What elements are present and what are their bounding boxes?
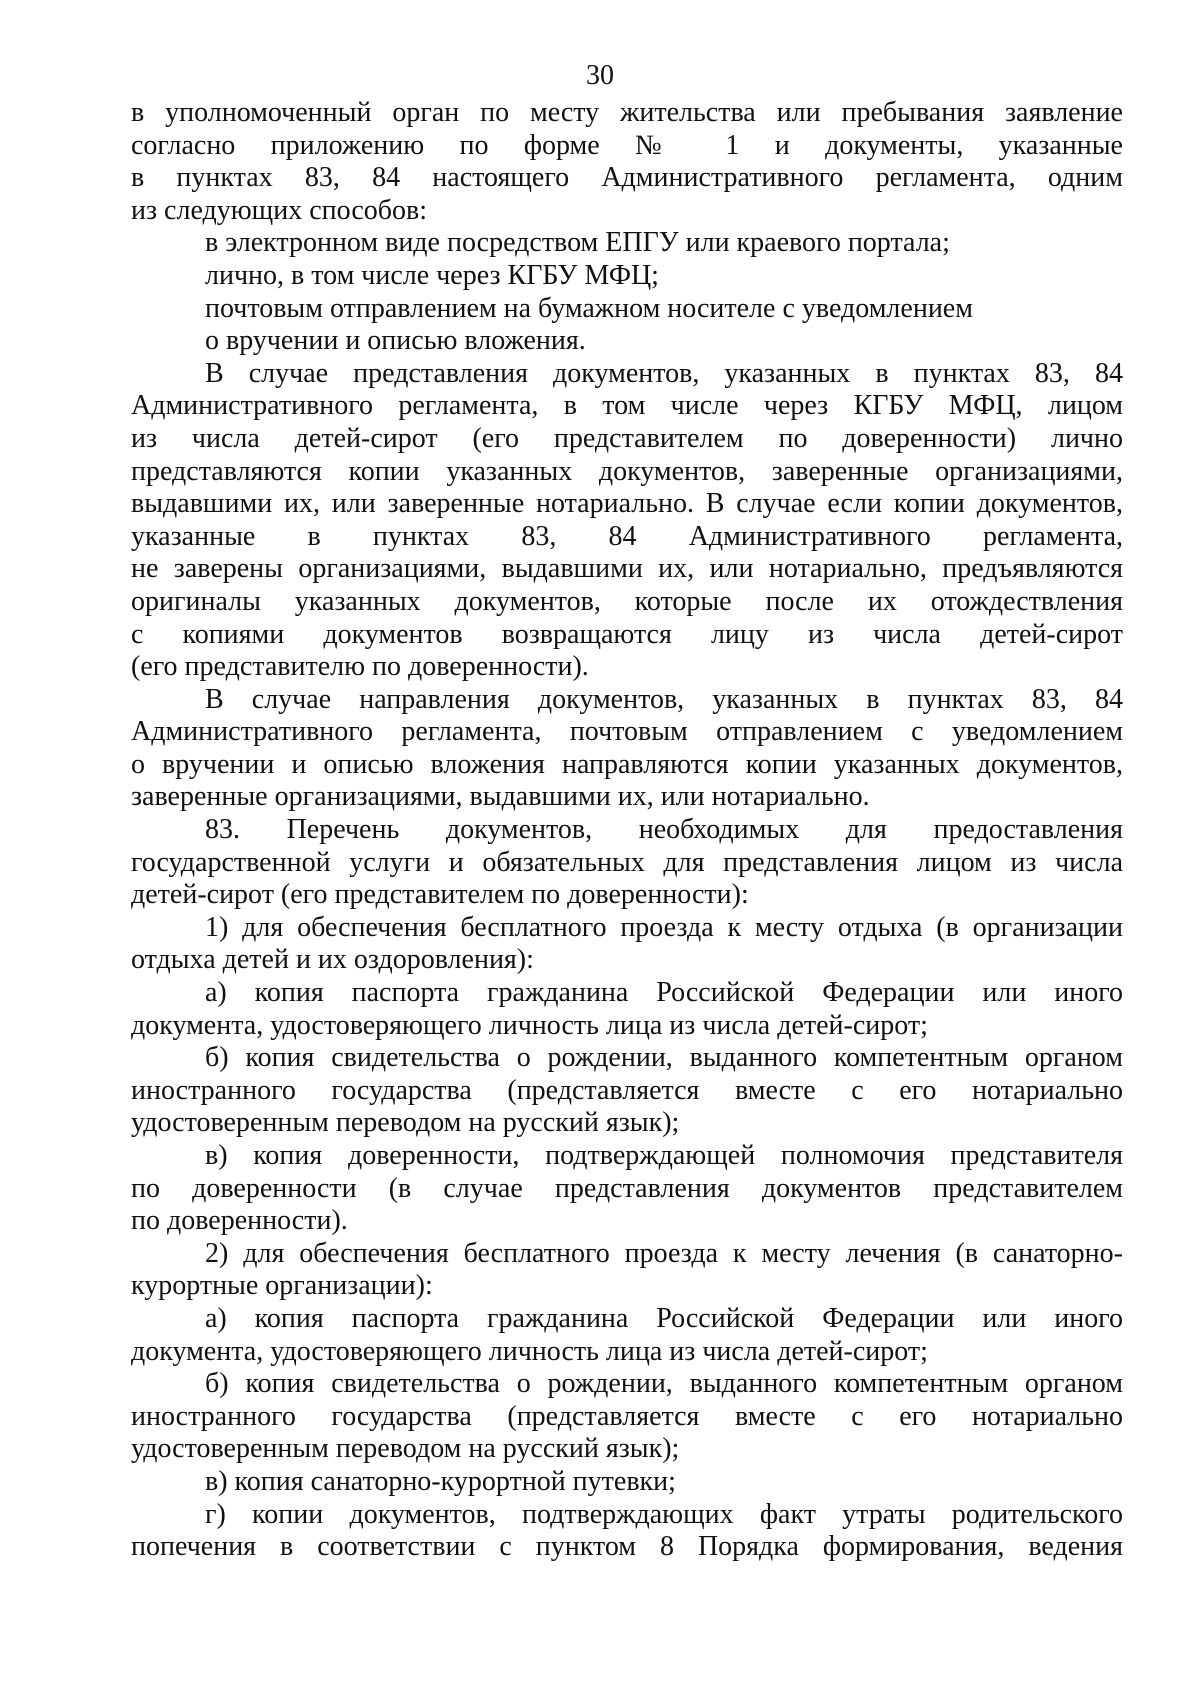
text-line: Административного регламента, в том числе через КГБУ МФЦ, лицом xyxy=(131,390,1123,422)
text-line: в пунктах 83, 84 настоящего Административного регламента, одним xyxy=(131,162,1123,194)
body-text xyxy=(131,97,1123,1564)
text-line: б) копия свидетельства о рождении, выданного компетентным органом xyxy=(205,1368,1123,1400)
text-line: иностранного государства (представляется вместе с его нотариально xyxy=(131,1074,1123,1106)
text-line: 1) для обеспечения бесплатного проезда к месту отдыха (в организации xyxy=(205,911,1123,943)
text-line: оригиналы указанных документов, которые после их отождествления xyxy=(131,585,1123,617)
text-line: а) копия паспорта гражданина Российской Федерации или иного xyxy=(205,977,1123,1009)
text-line: с копиями документов возвращаются лицу из числа детей-сирот xyxy=(131,618,1123,650)
page-number: 30 xyxy=(586,60,614,91)
text-line: иностранного государства (представляется вместе с его нотариально xyxy=(131,1400,1123,1432)
text-line: В случае представления документов, указанных в пунктах 83, 84 xyxy=(205,357,1123,389)
text-line: документа, удостоверяющего личность лица из числа детей-сирот; xyxy=(131,1335,928,1367)
text-line: г) копии документов, подтверждающих факт утраты родительского xyxy=(205,1498,1123,1530)
text-line: представляются копии указанных документов, заверенные организациями, xyxy=(131,455,1123,487)
text-line: документа, удостоверяющего личность лица из числа детей-сирот; xyxy=(131,1009,928,1041)
text-line: выдавшими их, или заверенные нотариально. В случае если копии документов, xyxy=(131,488,1123,520)
text-line: о вручении и описью вложения. xyxy=(205,325,586,357)
text-line: лично, в том числе через КГБУ МФЦ; xyxy=(205,259,659,291)
text-line: почтовым отправлением на бумажном носителе с уведомлением xyxy=(205,292,973,324)
text-line: согласно приложению по форме № 1 и документы, указанные xyxy=(131,129,1123,161)
text-line: заверенные организациями, выдавшими их, или нотариально. xyxy=(131,781,870,813)
text-line: 2) для обеспечения бесплатного проезда к месту лечения (в санаторно- xyxy=(205,1237,1123,1269)
text-line: а) копия паспорта гражданина Российской Федерации или иного xyxy=(205,1302,1123,1334)
text-line: попечения в соответствии с пунктом 8 Порядка формирования, ведения xyxy=(131,1531,1123,1563)
text-line: В случае направления документов, указанных в пунктах 83, 84 xyxy=(205,683,1123,715)
text-line: курортные организации): xyxy=(131,1270,433,1302)
text-line: из следующих способов: xyxy=(131,194,427,226)
text-line: по доверенности (в случае представления документов представителем xyxy=(131,1172,1123,1204)
text-line: в) копия доверенности, подтверждающей полномочия представителя xyxy=(205,1140,1123,1171)
text-line: Административного регламента, почтовым отправлением с уведомлением xyxy=(131,716,1123,748)
text-line: о вручении и описью вложения направляются копии указанных документов, xyxy=(131,748,1123,780)
text-line: по доверенности). xyxy=(131,1205,348,1237)
text-line: не заверены организациями, выдавшими их, или нотариально, предъявляются xyxy=(131,553,1123,585)
text-line: в уполномоченный орган по месту жительства или пребывания заявление xyxy=(131,97,1123,128)
text-line: удостоверенным переводом на русский язык); xyxy=(131,1433,680,1465)
text-line: указанные в пунктах 83, 84 Административного регламента, xyxy=(131,520,1123,552)
text-line: в электронном виде посредством ЕПГУ или краевого портала; xyxy=(205,227,950,259)
text-line: удостоверенным переводом на русский язык); xyxy=(131,1107,680,1139)
text-line: детей-сирот (его представителем по доверенности): xyxy=(131,879,749,911)
text-line: б) копия свидетельства о рождении, выданного компетентным органом xyxy=(205,1042,1123,1074)
text-line: (его представителю по доверенности). xyxy=(131,651,589,683)
text-line: государственной услуги и обязательных для представления лицом из числа xyxy=(131,846,1123,878)
text-line: 83. Перечень документов, необходимых для предоставления xyxy=(205,814,1123,846)
text-line: из числа детей-сирот (его представителем по доверенности) лично xyxy=(131,422,1123,454)
text-line: отдыха детей и их оздоровления): xyxy=(131,944,534,976)
text-line: в) копия санаторно-курортной путевки; xyxy=(205,1465,676,1497)
